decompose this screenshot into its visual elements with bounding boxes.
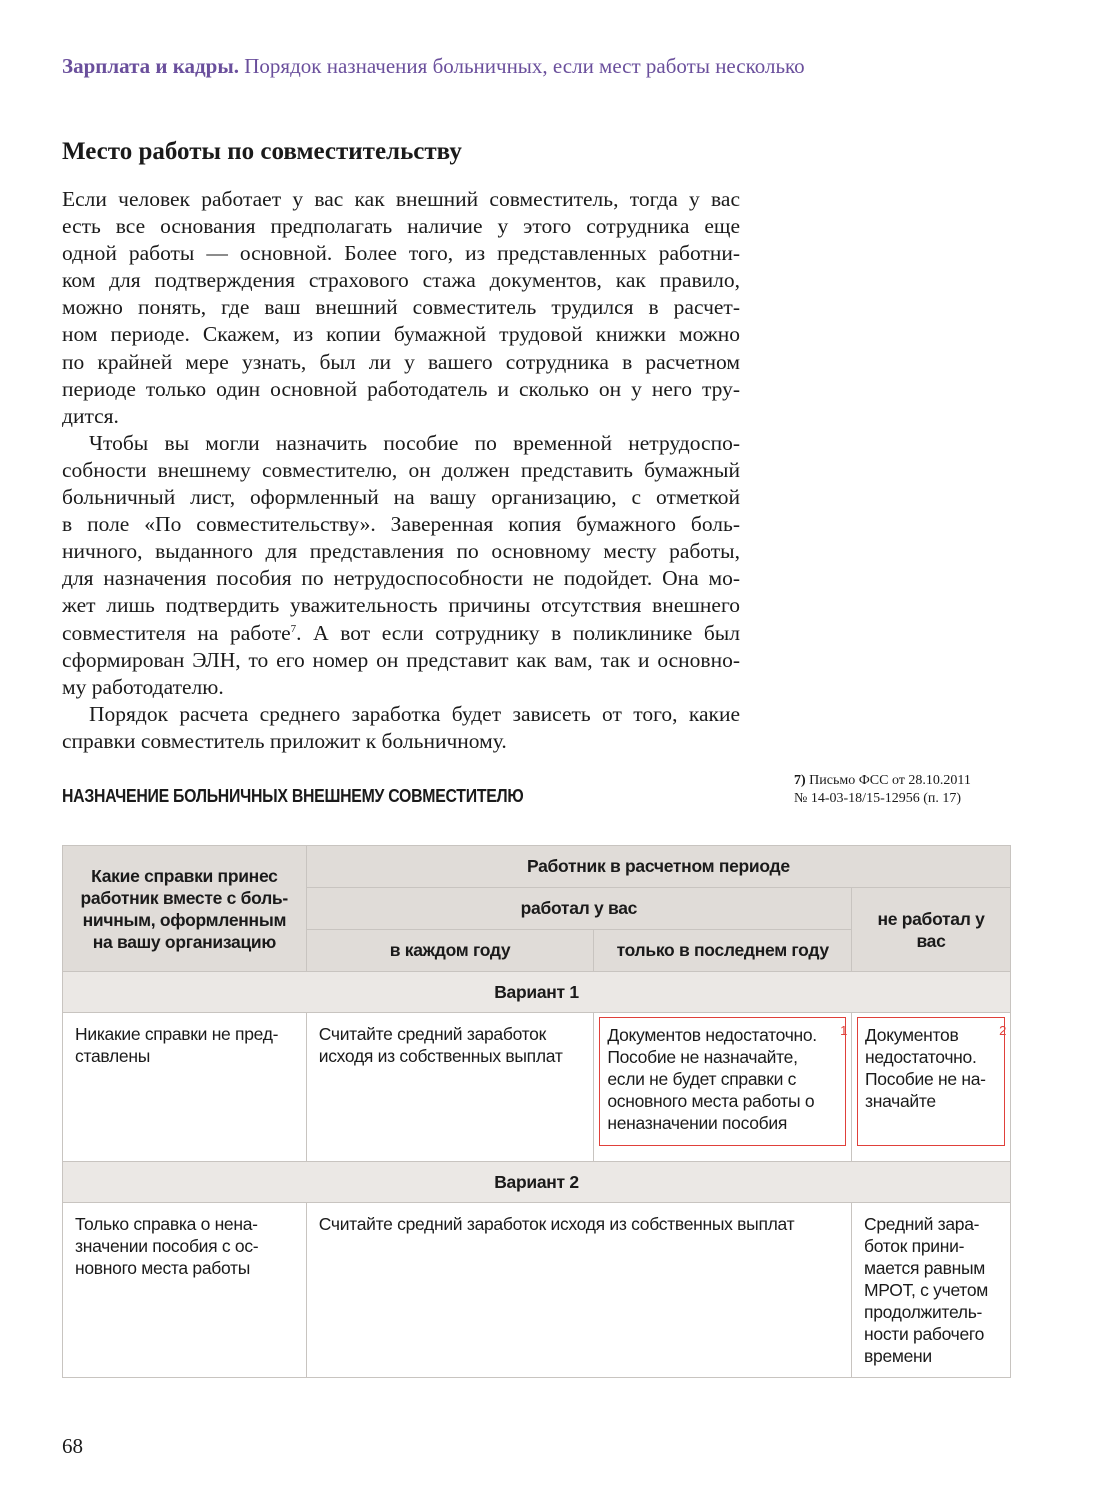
cell-each-year: Считайте средний заработок исходя из собственных выплат bbox=[318, 1024, 563, 1066]
footnote-number: 7) bbox=[794, 773, 806, 788]
header-docs: Какие справки принес работник вместе с больничным, оформленным на вашу организацию bbox=[63, 846, 307, 972]
text-line: собности внешнему совместителю, он должен представить бумажный bbox=[62, 457, 740, 482]
cell-not-worked bbox=[857, 1017, 1005, 1146]
text: . А вот если сотруднику в поликлинике был bbox=[296, 620, 740, 645]
body-text bbox=[62, 186, 740, 755]
text-line: для назначения пособия по нетрудоспособности не подойдет. Она мо- bbox=[62, 566, 740, 591]
text-line: му работодателю. bbox=[62, 674, 224, 699]
cell-text: Документов недостаточно. Пособие не назначайте, если не будет справки с основного места работы о неназначении пособия bbox=[607, 1025, 817, 1133]
header-last-year: только в последнем году bbox=[594, 930, 852, 972]
text-line: одной работы — основной. Более того, из представленных работни- bbox=[62, 241, 740, 266]
cell-worked: Считайте средний заработок исходя из собственных выплат bbox=[318, 1214, 795, 1234]
text-line: ном периоде. Скажем, из копии бумажной трудовой книжки можно bbox=[62, 322, 740, 347]
cell-last-year bbox=[599, 1017, 846, 1146]
text-line: справки совместитель приложит к больничному. bbox=[62, 728, 507, 753]
text-line: можно понять, где ваш внешний совместитель трудился в расчет- bbox=[62, 295, 740, 320]
header-each-year: в каждом году bbox=[306, 930, 594, 972]
text: совместителя на работе bbox=[62, 620, 291, 645]
text-line: дится. bbox=[62, 403, 119, 428]
text-line: в поле «По совместительству». Заверенная копия бумажного боль- bbox=[62, 512, 740, 537]
mark-number: 1 bbox=[840, 1023, 848, 1038]
text-line: по крайней мере узнать, был ли у вашего сотрудника в расчетном bbox=[62, 349, 740, 374]
text-line: Если человек работает у вас как внешний совместитель, тогда у вас bbox=[62, 187, 740, 211]
header-not-worked: не работал у вас bbox=[852, 888, 1011, 972]
mark-number: 2 bbox=[999, 1023, 1006, 1038]
table-row bbox=[63, 1203, 1011, 1378]
variant-2-label: Вариант 2 bbox=[63, 1162, 1011, 1203]
header-period: Работник в расчетном периоде bbox=[306, 846, 1010, 888]
cell-not-worked: Средний заработок принимается равным МРОТ, с учетом продолжительности рабочего времени bbox=[864, 1214, 988, 1366]
header-worked: работал у вас bbox=[306, 888, 851, 930]
footnote-ref[interactable]: 7 bbox=[290, 622, 297, 635]
text-line: ком для подтверждения страхового стажа документов, как правило, bbox=[62, 268, 740, 293]
text-line: есть все основания предполагать наличие у этого сотрудника еще bbox=[62, 214, 740, 239]
table-row bbox=[63, 1013, 1011, 1162]
text-line: жет лишь подтвердить уважительность причины отсутствия внешнего bbox=[62, 593, 740, 618]
text-line: ничного, выданного для представления по основному месту работы, bbox=[62, 539, 740, 564]
running-head bbox=[62, 54, 805, 79]
footnote bbox=[794, 772, 971, 808]
section-name: Зарплата и кадры. bbox=[62, 54, 240, 78]
text-line bbox=[62, 620, 740, 647]
chapter-title: Порядок назначения больничных, если мест работы несколько bbox=[244, 54, 805, 78]
variant-1-label: Вариант 1 bbox=[63, 972, 1011, 1013]
cell-docs: Только справка о неназначении пособия с основного места работы bbox=[75, 1214, 259, 1278]
text-line: периоде только один основной работодатель и сколько он у него тру- bbox=[62, 376, 740, 401]
text-line: больничный лист, оформленный на вашу организацию, с отметкой bbox=[62, 485, 740, 510]
text-line: Чтобы вы могли назначить пособие по временной нетрудоспо- bbox=[89, 430, 740, 455]
text-line: сформирован ЭЛН, то его номер он представит как вам, так и основно- bbox=[62, 647, 740, 672]
table-title: НАЗНАЧЕНИЕ БОЛЬНИЧНЫХ ВНЕШНЕМУ СОВМЕСТИТЕЛЮ bbox=[62, 786, 524, 806]
page-number: 68 bbox=[62, 1434, 83, 1458]
text-line: Порядок расчета среднего заработка будет зависеть от того, какие bbox=[89, 701, 740, 726]
footnote-line: Письмо ФСС от 28.10.2011 bbox=[809, 773, 971, 788]
footnote-line: № 14-03-18/15-12956 (п. 17) bbox=[794, 791, 962, 806]
section-heading: Место работы по совместительству bbox=[62, 138, 462, 165]
sick-leave-table bbox=[62, 845, 1011, 1378]
cell-docs: Никакие справки не представлены bbox=[75, 1024, 279, 1066]
cell-text: Документов недостаточно. Пособие не назначайте bbox=[865, 1025, 986, 1111]
